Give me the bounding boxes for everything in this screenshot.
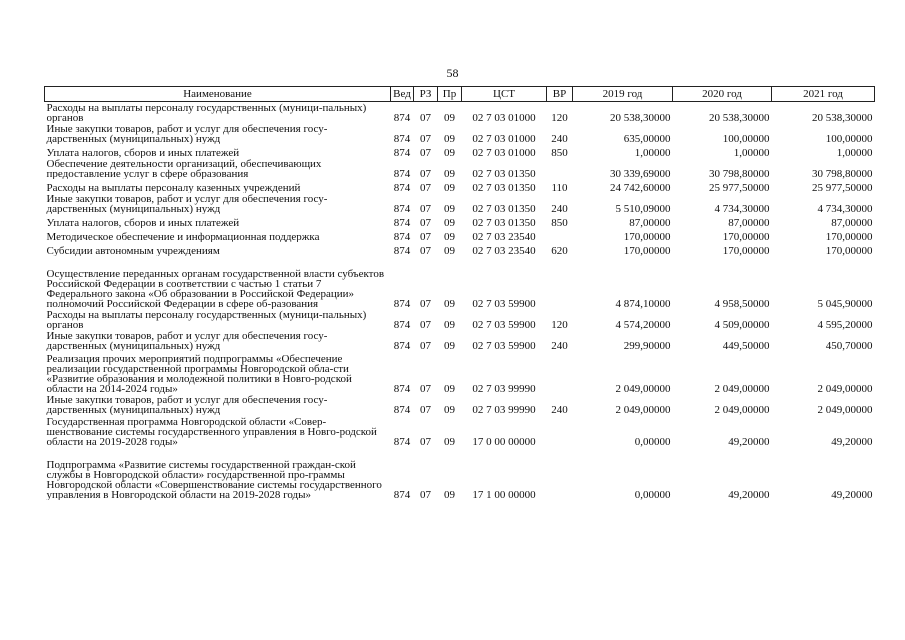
- row-ved: 874: [393, 168, 411, 179]
- row-name: Государственная программа Новгородской области «Совер-шенствование системы государственного управления в Новго-родской области на 2019-2028 годы»: [46, 416, 377, 447]
- row-name: Иные закупки товаров, работ и услуг для обеспечения госу-дарственных (муниципальных) нужд: [46, 193, 328, 214]
- row-ved: 874: [393, 133, 411, 144]
- row-name: Уплата налогов, сборов и иных платежей: [46, 147, 240, 158]
- header-cst: ЦСТ: [462, 87, 547, 102]
- row-pr: 09: [444, 203, 455, 214]
- row-rz: 07: [420, 298, 431, 309]
- row-pr: 09: [444, 245, 455, 256]
- row-amount-2020: 4 734,30000: [714, 203, 770, 214]
- row-name: Методическое обеспечение и информационная поддержка: [46, 231, 320, 242]
- row-amount-2019: 20 538,30000: [610, 112, 671, 123]
- row-cst: 02 7 03 23540: [472, 245, 536, 256]
- row-amount-2019: 170,00000: [623, 231, 671, 242]
- row-vr: [547, 447, 573, 500]
- row-name: Иные закупки товаров, работ и услуг для обеспечения госу-дарственных (муниципальных) нужд: [46, 394, 328, 415]
- row-amount-2019: 87,00000: [629, 217, 671, 228]
- row-name: Реализация прочих мероприятий подпрограммы «Обеспечение реализации государственной программы Новгородской обла-сти «Развитие образования и молодежной политики в Новго-родской области на 2014-2024 годы»: [46, 353, 352, 394]
- row-amount-2021: 49,20000: [831, 436, 873, 447]
- row-pr: 09: [444, 436, 455, 447]
- row-amount-2020: 1,00000: [733, 147, 770, 158]
- row-amount-2021: 87,00000: [831, 217, 873, 228]
- row-amount-2019: 2 049,00000: [615, 383, 671, 394]
- row-pr: 09: [444, 147, 455, 158]
- table-row: [45, 330, 875, 351]
- row-amount-2019: 170,00000: [623, 245, 671, 256]
- row-amount-2021: 5 045,90000: [817, 298, 873, 309]
- row-cst: 02 7 03 59900: [472, 298, 536, 309]
- table-row: [45, 193, 875, 214]
- row-amount-2021: 1,00000: [836, 147, 873, 158]
- row-pr: 09: [444, 217, 455, 228]
- row-amount-2019: 0,00000: [634, 489, 671, 500]
- row-ved: 874: [393, 436, 411, 447]
- row-amount-2019: 2 049,00000: [615, 404, 671, 415]
- table-header: [45, 87, 875, 102]
- row-rz: 07: [420, 147, 431, 158]
- row-cst: 02 7 03 99990: [472, 404, 536, 415]
- table-row: [45, 415, 875, 447]
- row-rz: 07: [420, 182, 431, 193]
- row-amount-2021: 25 977,50000: [812, 182, 873, 193]
- row-cst: 02 7 03 01350: [472, 217, 536, 228]
- row-ved: 874: [393, 489, 411, 500]
- header-2019: 2019 год: [573, 87, 673, 102]
- row-cst: 02 7 03 59900: [472, 340, 536, 351]
- row-cst: 02 7 03 59900: [472, 319, 536, 330]
- header-2020: 2020 год: [673, 87, 772, 102]
- row-vr: [547, 256, 573, 309]
- row-vr: 240: [551, 203, 568, 214]
- row-amount-2020: 87,00000: [728, 217, 770, 228]
- row-vr: 240: [551, 133, 568, 144]
- row-ved: 874: [393, 147, 411, 158]
- row-amount-2020: 4 958,50000: [714, 298, 770, 309]
- row-rz: 07: [420, 245, 431, 256]
- row-amount-2019: 299,90000: [623, 340, 671, 351]
- row-vr: 850: [551, 147, 568, 158]
- table-row: [45, 351, 875, 394]
- row-pr: 09: [444, 404, 455, 415]
- row-pr: 09: [444, 489, 455, 500]
- page-number: 58: [446, 66, 459, 80]
- row-amount-2019: 24 742,60000: [610, 182, 671, 193]
- row-cst: 02 7 03 01000: [472, 112, 536, 123]
- row-vr: 120: [551, 319, 568, 330]
- row-cst: 17 0 00 00000: [472, 436, 536, 447]
- row-cst: 02 7 03 23540: [472, 231, 536, 242]
- row-amount-2021: 49,20000: [831, 489, 873, 500]
- table-row: [45, 179, 875, 193]
- row-ved: 874: [393, 217, 411, 228]
- row-amount-2019: 4 874,10000: [615, 298, 671, 309]
- row-ved: 874: [393, 231, 411, 242]
- row-amount-2020: 49,20000: [728, 489, 770, 500]
- row-amount-2021: 170,00000: [825, 245, 873, 256]
- row-vr: [547, 228, 573, 242]
- row-name: Осуществление переданных органам государственной власти субъектов Российской Федерации в соответствии с частью 1 статьи 7 Федерального закона «Об образовании в Российской Федерации» полномочий Российской Федерации в сфере об-разования: [46, 268, 385, 309]
- table-row: [45, 123, 875, 144]
- row-amount-2021: 30 798,80000: [812, 168, 873, 179]
- row-rz: 07: [420, 112, 431, 123]
- row-amount-2020: 170,00000: [722, 231, 770, 242]
- row-ved: 874: [393, 404, 411, 415]
- row-amount-2020: 449,50000: [722, 340, 770, 351]
- row-vr: 240: [551, 340, 568, 351]
- row-pr: 09: [444, 319, 455, 330]
- row-amount-2020: 2 049,00000: [714, 383, 770, 394]
- row-rz: 07: [420, 319, 431, 330]
- row-rz: 07: [420, 217, 431, 228]
- row-ved: 874: [393, 383, 411, 394]
- header-rz: РЗ: [414, 87, 438, 102]
- row-amount-2020: 100,00000: [722, 133, 770, 144]
- table-row: [45, 447, 875, 500]
- row-name: Расходы на выплаты персоналу казенных учреждений: [46, 182, 301, 193]
- row-vr: 850: [551, 217, 568, 228]
- row-pr: 09: [444, 231, 455, 242]
- row-pr: 09: [444, 182, 455, 193]
- row-vr: [547, 158, 573, 179]
- row-amount-2019: 635,00000: [623, 133, 671, 144]
- row-name: Субсидии автономным учреждениям: [46, 245, 220, 256]
- row-pr: 09: [444, 383, 455, 394]
- budget-table: [44, 86, 875, 500]
- row-amount-2020: 25 977,50000: [709, 182, 770, 193]
- row-name: Расходы на выплаты персоналу государственных (муници-пальных) органов: [46, 309, 367, 330]
- row-pr: 09: [444, 168, 455, 179]
- table-body: [45, 102, 875, 501]
- row-rz: 07: [420, 340, 431, 351]
- header-ved: Вед: [391, 87, 414, 102]
- row-vr: [547, 351, 573, 394]
- header-pr: Пр: [438, 87, 462, 102]
- table-row: [45, 102, 875, 124]
- row-amount-2021: 100,00000: [825, 133, 873, 144]
- row-pr: 09: [444, 112, 455, 123]
- row-amount-2020: 20 538,30000: [709, 112, 770, 123]
- row-amount-2021: 2 049,00000: [817, 404, 873, 415]
- row-cst: 02 7 03 01350: [472, 168, 536, 179]
- row-amount-2020: 30 798,80000: [709, 168, 770, 179]
- row-rz: 07: [420, 489, 431, 500]
- table-row: [45, 228, 875, 242]
- row-amount-2021: 2 049,00000: [817, 383, 873, 394]
- row-vr: [547, 415, 573, 447]
- row-name: Иные закупки товаров, работ и услуг для обеспечения госу-дарственных (муниципальных) нужд: [46, 123, 328, 144]
- row-cst: 02 7 03 01350: [472, 203, 536, 214]
- row-name: Подпрограмма «Развитие системы государственной граждан-ской службы в Новгородской области» государственной про-граммы Новгородской области «Совершенствование системы государственного управления в Новгородской области на 2019-2028 годы»: [46, 459, 382, 500]
- table-row: [45, 214, 875, 228]
- row-amount-2020: 2 049,00000: [714, 404, 770, 415]
- row-amount-2019: 30 339,69000: [610, 168, 671, 179]
- row-cst: 02 7 03 01000: [472, 147, 536, 158]
- row-rz: 07: [420, 404, 431, 415]
- row-name: Обеспечение деятельности организаций, обеспечивающих предоставление услуг в сфере образования: [46, 158, 322, 179]
- row-cst: 02 7 03 01350: [472, 182, 536, 193]
- row-amount-2020: 49,20000: [728, 436, 770, 447]
- header-2021: 2021 год: [772, 87, 875, 102]
- row-pr: 09: [444, 340, 455, 351]
- row-ved: 874: [393, 245, 411, 256]
- row-cst: 02 7 03 01000: [472, 133, 536, 144]
- row-vr: 240: [551, 404, 568, 415]
- row-ved: 874: [393, 340, 411, 351]
- row-rz: 07: [420, 168, 431, 179]
- row-amount-2021: 20 538,30000: [812, 112, 873, 123]
- row-amount-2019: 0,00000: [634, 436, 671, 447]
- row-ved: 874: [393, 298, 411, 309]
- table-row: [45, 394, 875, 415]
- table-row: [45, 144, 875, 158]
- row-rz: 07: [420, 436, 431, 447]
- table-row: [45, 256, 875, 309]
- row-rz: 07: [420, 231, 431, 242]
- header-name: Наименование: [45, 87, 391, 102]
- header-row: [45, 87, 875, 102]
- row-amount-2020: 170,00000: [722, 245, 770, 256]
- row-amount-2021: 4 595,20000: [817, 319, 873, 330]
- row-amount-2021: 4 734,30000: [817, 203, 873, 214]
- row-vr: 620: [551, 245, 568, 256]
- row-name: Расходы на выплаты персоналу государственных (муници-пальных) органов: [46, 102, 367, 123]
- table-row: [45, 309, 875, 330]
- row-amount-2019: 1,00000: [634, 147, 671, 158]
- row-pr: 09: [444, 133, 455, 144]
- table-row: [45, 158, 875, 179]
- table-row: [45, 242, 875, 256]
- row-cst: 02 7 03 99990: [472, 383, 536, 394]
- row-ved: 874: [393, 319, 411, 330]
- row-name: Иные закупки товаров, работ и услуг для обеспечения госу-дарственных (муниципальных) нужд: [46, 330, 328, 351]
- row-rz: 07: [420, 203, 431, 214]
- row-amount-2021: 170,00000: [825, 231, 873, 242]
- row-ved: 874: [393, 112, 411, 123]
- row-rz: 07: [420, 133, 431, 144]
- row-amount-2019: 4 574,20000: [615, 319, 671, 330]
- row-pr: 09: [444, 298, 455, 309]
- row-vr: 110: [551, 182, 568, 193]
- row-vr: 120: [551, 112, 568, 123]
- header-vr: ВР: [547, 87, 573, 102]
- row-amount-2019: 5 510,09000: [615, 203, 671, 214]
- row-amount-2021: 450,70000: [825, 340, 873, 351]
- row-cst: 17 1 00 00000: [472, 489, 536, 500]
- row-name: Уплата налогов, сборов и иных платежей: [46, 217, 240, 228]
- row-ved: 874: [393, 203, 411, 214]
- row-rz: 07: [420, 383, 431, 394]
- row-ved: 874: [393, 182, 411, 193]
- row-amount-2020: 4 509,00000: [714, 319, 770, 330]
